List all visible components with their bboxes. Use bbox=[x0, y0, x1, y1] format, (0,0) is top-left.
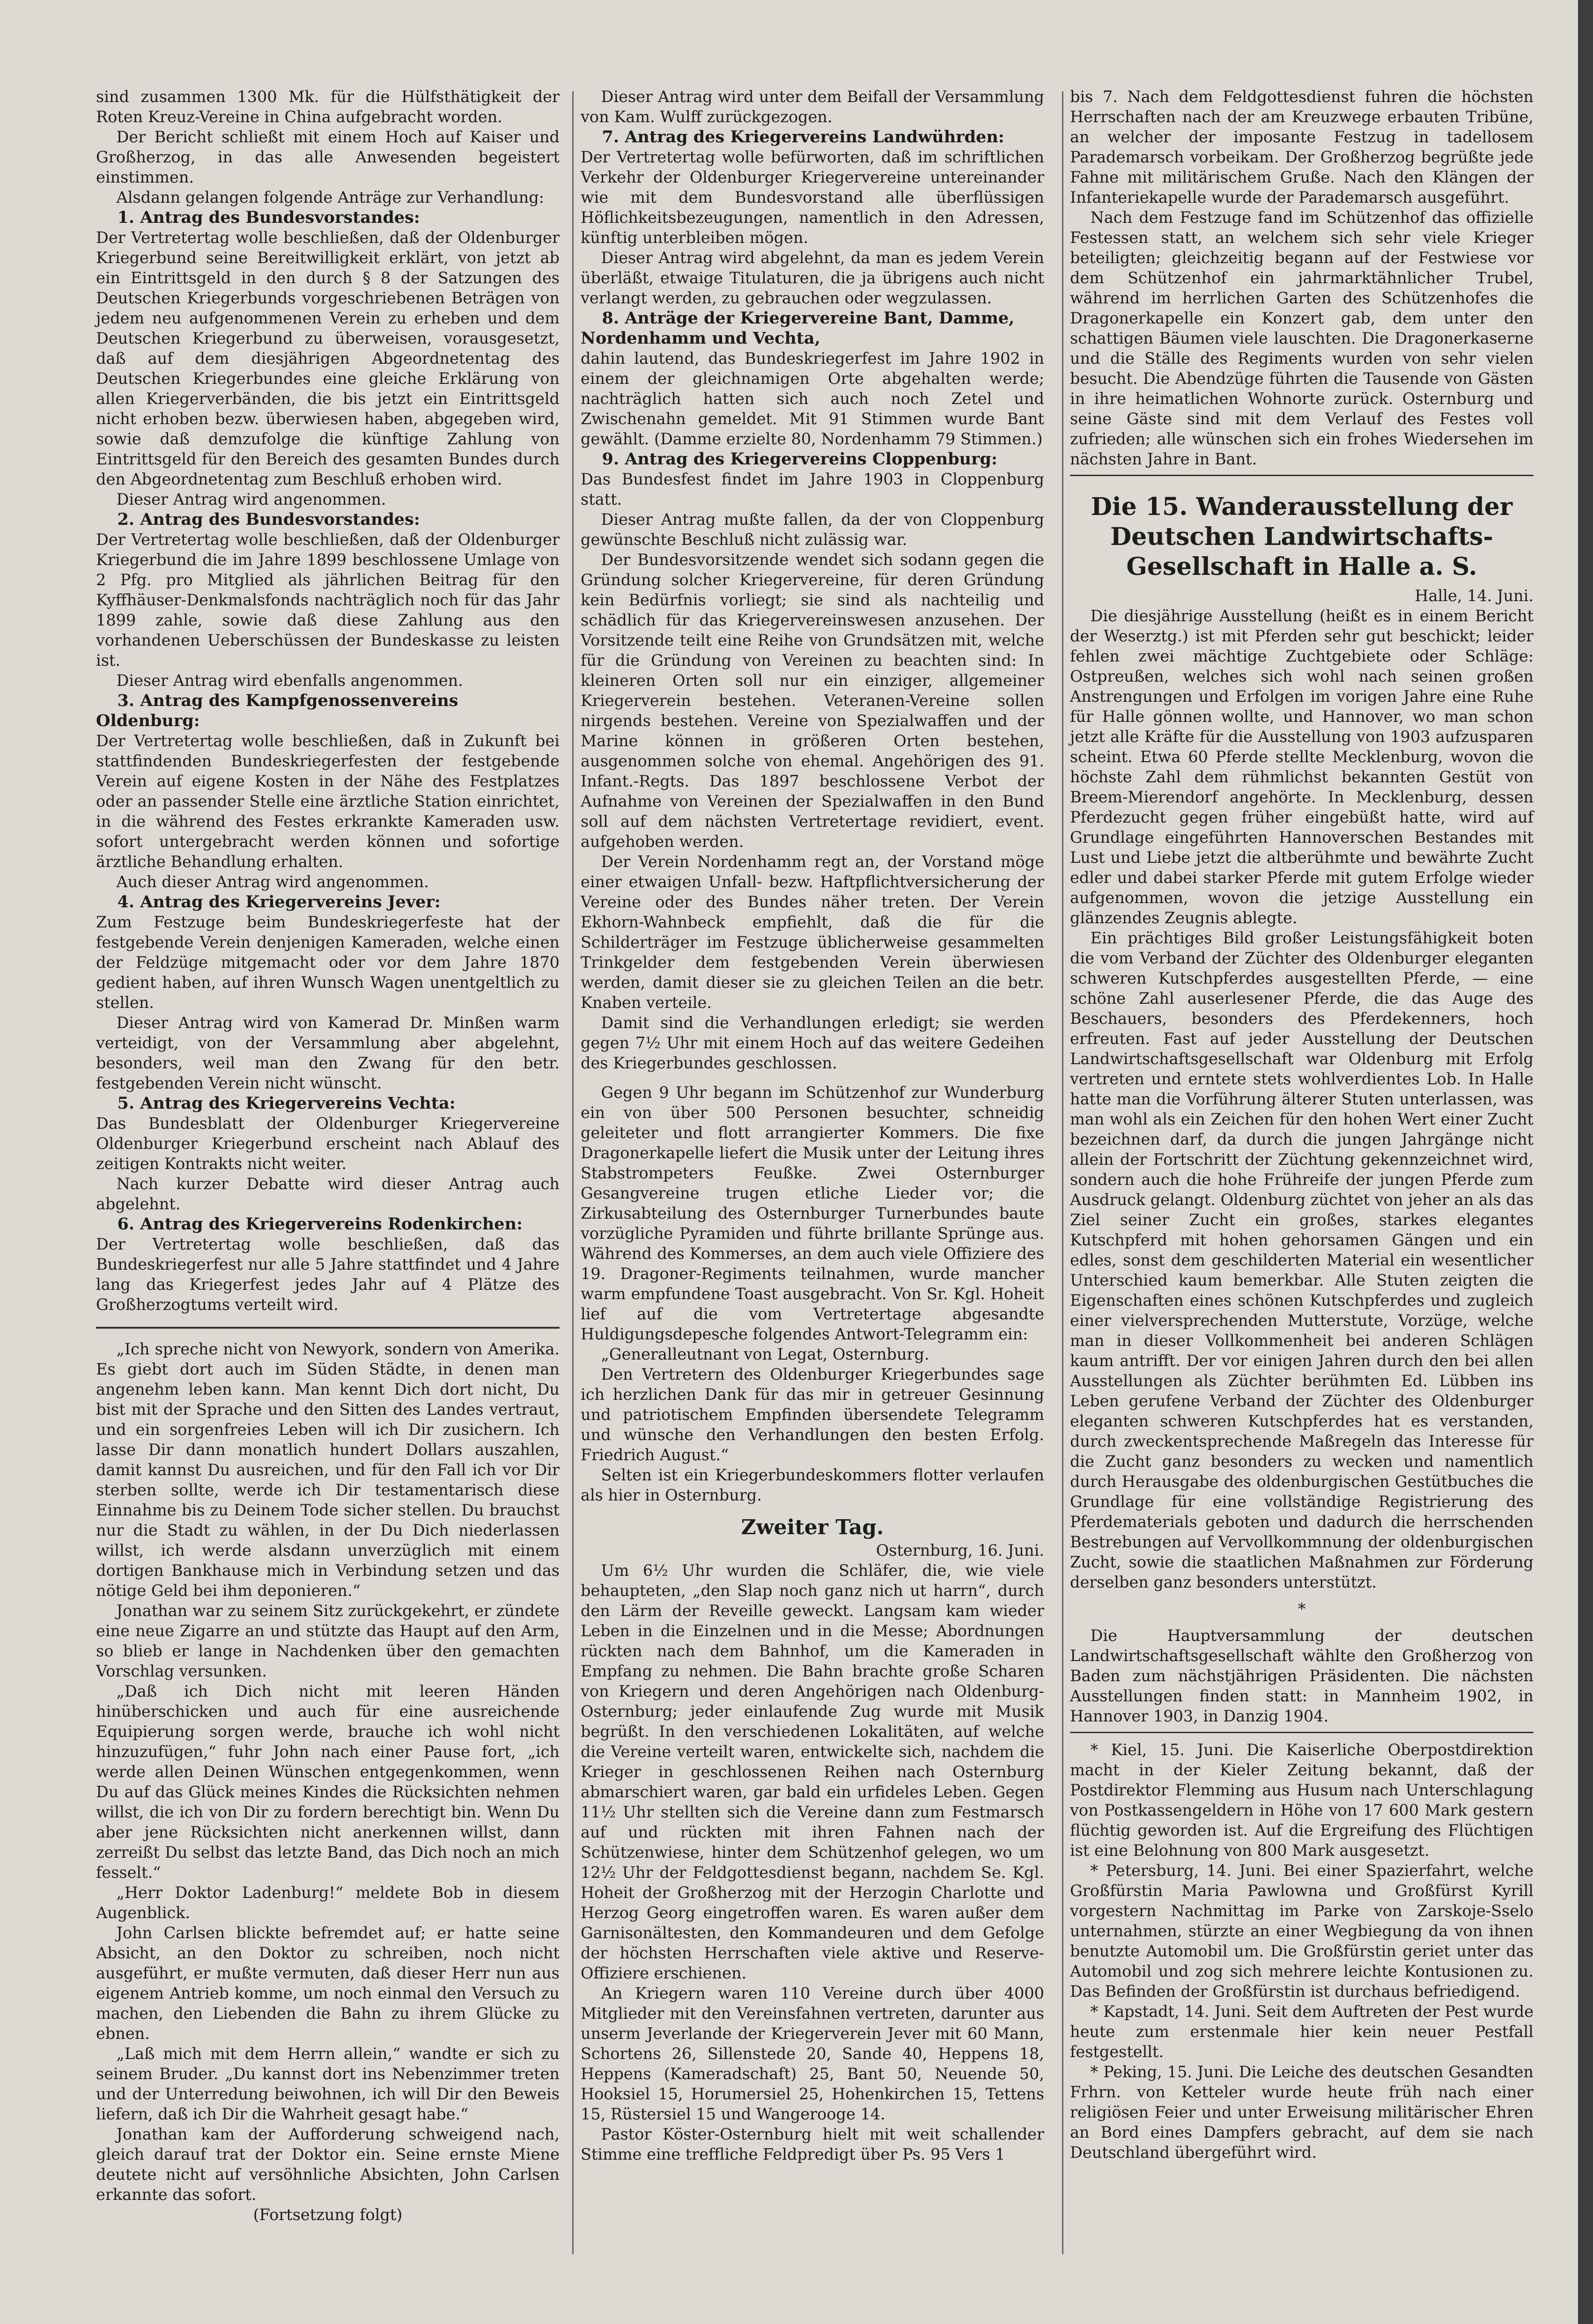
paragraph: Der Bundesvorsitzende wendet sich sodann gegen die Gründung solcher Kriegervereine, für deren Gründung kein Bedürfnis vorliegt; sie sind als nachteilig und schädlich für das Kriegervereinswesen anzusehen. Der Vorsitzende teilt eine Reihe von Grundsätzen mit, welche für die Gründung von Vereinen zu beachten sind: In kleineren Orten soll nur ein einziger, allgemeiner Kriegerverein bestehen. Veteranen-Vereine sollen nirgends bestehen. Vereine von Spezialwaffen und der Marine können in größeren Orten bestehen, ausgenommen solche von ehemal. Angehörigen des 91. Infant.-Regts. Das 1897 beschlossene Verbot der Aufnahme von Vereinen der Spezialwaffen in den Bund soll auf dem nächsten Vertretertage revidiert, event. aufgehoben werden. bbox=[581, 551, 1044, 851]
paragraph: Dieser Antrag mußte fallen, da der von Cloppenburg gewünschte Beschluß nicht zulässig war. bbox=[581, 510, 1044, 549]
paragraph: Auch dieser Antrag wird angenommen. bbox=[116, 873, 429, 891]
motion-heading: 2. Antrag des Bundesvorstandes: bbox=[117, 510, 420, 529]
separator-star: * bbox=[1298, 1600, 1306, 1618]
paragraph: bis 7. Nach dem Feldgottesdienst fuhren die höchsten Herrschaften nach der am Kreuzwege erbauten Tribüne, an welcher der imposante Festzug in tadellosem Parademarsch vorbeikam. Der Großherzog begrüßte jede Fahne mit militärischem Gruße. Nach den Klängen der Infanteriekapelle wurde der Parademarsch ausgeführt. bbox=[1070, 88, 1534, 206]
story-paragraph: Jonathan war zu seinem Sitz zurückgekehrt, er zündete eine neue Zigarre an und stützte das Haupt auf den Arm, so blieb er lange in Nachdenken über den gemachten Vorschlag versunken. bbox=[96, 1602, 560, 1680]
paragraph: Der Bericht schließt mit einem Hoch auf Kaiser und Großherzog, in das alle Anwesenden begeistert einstimmen. bbox=[96, 128, 560, 186]
paragraph: Ein prächtiges Bild großer Leistungsfähigkeit boten die vom Verband der Züchter des Oldenburger eleganten schweren Kutschpferdes ausgestellten Pferde, — eine schöne Zahl auserlesener Pferde, die das Auge des Beschauers, besonders des Pferdekenners, hoch erfreuten. Fast auf jeder Ausstellung der Deutschen Landwirtschaftsgesellschaft war Oldenburg mit Erfolg vertreten und erntete stets wohlverdientes Lob. In Halle hatte man die Vorführung älterer Stuten unterlassen, was man wohl als ein Zeichen für den hohen Wert einer Zucht bezeichnen darf, da durch die jungen Jahrgänge nicht allein der Fortschritt der Züchtung gekennzeichnet wird, sondern auch die hohe Frühreife der jungen Pferde zum Ausdruck gelangt. Oldenburg züchtet von jeher an als das Ziel seiner Zucht ein großes, starkes elegantes Kutschpferd mit hohen gehorsamen Gängen und ein edles, sonst dem geschilderten Material ein wesentlicher Unterschied kaum bemerkbar. Alle Stuten zeigten die Eigenschaften eines schönen Kutschpferdes und zugleich einer vielversprechenden Mutterstute, Vorzüge, welche man in dieser Vollkommenheit bei anderen Schlägen kaum antrifft. Der vor einigen Jahren durch den bei allen Ausstellungen als Züchter berühmten Ed. Lübben ins Leben gerufene Verband der Züchter des Oldenburger eleganten schweren Kutschpferdes hat es verstanden, durch zweckentsprechende Maßregeln das Interesse für die Zucht ganz besonders zu wecken und namentlich durch Herausgabe des oldenburgischen Gestütbuches die Grundlage für eine vollständige Registrierung des Pferdematerials geboten und dadurch die herrschenden Bestrebungen auf Vervollkommnung der oldenburgischen Zucht, sowie die staatlichen Maßnahmen zur Förderung derselben ganz besonders unterstützt. bbox=[1070, 929, 1534, 1591]
story-paragraph: John Carlsen blickte befremdet auf; er hatte seine Absicht, an den Doktor zu schreiben, noch nicht ausgeführt, er mußte vermuten, daß dieser Herr nun aus eigenem Antrieb komme, um noch einmal den Versuch zu machen, den Liebenden die Bahn zu ihrem Glücke zu ebnen. bbox=[96, 1924, 560, 2043]
story-paragraph: „Daß ich Dich nicht mit leeren Händen hinüberschicken und auch für eine ausreichende Equipierung sorgen werde, brauche ich wohl nicht hinzuzufügen,“ fuhr John nach einer Pause fort, „ich werde allen Deinen Wünschen entgegenkommen, wenn Du auf das Glück meines Kindes die Rücksichten nehmen willst, die ich von Dir zu fordern berechtigt bin. Wenn Du aber jene Rücksichten nicht anerkennen willst, dann zerreißt Du selbst das letzte Band, das Dich noch an mich fesselt.“ bbox=[96, 1682, 560, 1882]
section-divider bbox=[1070, 475, 1534, 476]
paragraph: Damit sind die Verhandlungen erledigt; sie werden gegen 7½ Uhr mit einem Hoch auf das weitere Gedeihen des Kriegerbundes geschlossen. bbox=[581, 1014, 1044, 1072]
paragraph: Um 6½ Uhr wurden die Schläfer, die, wie viele behaupteten, „den Slap noch ganz nich ut harrn“, durch den Lärm der Reveille geweckt. Langsam kam wieder Leben in die Einzelnen und in die Messe; Abordnungen rückten nach dem Bahnhof, um die Kameraden in Empfang zu nehmen. Die Bahn brachte große Scharen von Kriegern und deren Angehörigen nach Oldenburg-Osternburg; jeder einlaufende Zug wurde mit Musik begrüßt. In den verschiedenen Lokalitäten, auf welche die Vereine verteilt waren, entwickelte sich, nachdem die Krieger in geschlossenen Reihen nach Osternburg abmarschiert waren, gar bald ein urfideles Leben. Gegen 11½ Uhr stellten sich die Vereine dann zum Festmarsch auf und rückten mit ihren Fahnen nach der Schützenwiese, hinter dem Schützenhof gelegen, wo um 12½ Uhr der Feldgottesdienst begann, nachdem Se. Kgl. Hoheit der Großherzog mit der Herzogin Charlotte und Herzog Georg eingetroffen waren. Es waren außer dem Garnisonältesten, den Kommandeuren und dem Gefolge der höchsten Herrschaften viele aktive und Reserve-Offiziere erschienen. bbox=[581, 1561, 1044, 1982]
paragraph: Das Bundesfest findet im Jahre 1903 in Cloppenburg statt. bbox=[581, 470, 1044, 508]
telegram-text: Den Vertretern des Oldenburger Kriegerbundes sage ich herzlichen Dank für das mir in getreuer Gesinnung und patriotischem Empfinden übersendete Telegramm und wünsche den Verhandlungen den besten Erfolg. Friedrich August.“ bbox=[581, 1365, 1044, 1464]
paragraph: sind zusammen 1300 Mk. für die Hülfsthätigkeit der Roten Kreuz-Vereine in China aufgebracht worden. bbox=[96, 88, 560, 126]
motion-heading: 4. Antrag des Kriegervereins Jever: bbox=[117, 892, 441, 912]
paragraph: Das Bundesblatt der Oldenburger Kriegervereine Oldenburger Kriegerbund erscheint nach Ablauf des zeitigen Kontrakts nicht weiter. bbox=[96, 1114, 560, 1173]
motion-heading: 7. Antrag des Kriegervereins Landwührden: bbox=[602, 127, 1004, 147]
motion-heading: 9. Antrag des Kriegervereins Cloppenburg: bbox=[602, 449, 997, 469]
motion-heading: 5. Antrag des Kriegervereins Vechta: bbox=[117, 1094, 456, 1113]
feuilleton-divider bbox=[96, 1327, 560, 1329]
paragraph: Pastor Köster-Osternburg hielt mit weit schallender Stimme eine treffliche Feldpredigt über Ps. 95 Vers 1 bbox=[581, 2125, 1044, 2163]
paragraph: Dieser Antrag wird ebenfalls angenommen. bbox=[116, 671, 463, 690]
paragraph: Dieser Antrag wird von Kamerad Dr. Minßen warm verteidigt, von der Versammlung aber abgelehnt, besonders, weil man den Zwang für den betr. festgebenden Verein nicht wünscht. bbox=[96, 1014, 560, 1092]
paragraph: Zum Festzuge beim Bundeskriegerfeste hat der festgebende Verein denjenigen Kameraden, welche einen der Feldzüge mitgemacht oder vor dem Jahre 1870 gedient haben, auf ihren Wunsch Wagen unentgeltlich zu stellen. bbox=[96, 913, 560, 1012]
column-middle bbox=[581, 87, 1044, 2164]
paragraph: Nach dem Festzuge fand im Schützenhof das offizielle Festessen statt, an welchem sich sehr viele Krieger beteiligten; gleichzeitig begann auf der Festwiese vor dem Schützenhof ein jahrmarktähnlicher Trubel, während im herrlichen Garten des Schützenhofes die Dragonerkapelle ein Konzert gab, dem unter den schattigen Bäumen viele lauschten. Die Dragonerkaserne und die Ställe des Regiments wurden von sehr vielen besucht. Die Abendzüge führten die Tausende von Gästen in ihre heimatlichen Wohnorte zurück. Osternburg und seine Gäste sind mit dem Verlauf des Festes voll zufrieden; alle wünschen sich ein frohes Wiedersehen im nächsten Jahre in Bant. bbox=[1070, 208, 1534, 468]
paragraph: Dieser Antrag wird abgelehnt, da man es jedem Verein überläßt, etwaige Titulaturen, die ja übrigens auch nicht verlangt werden, zu gebrauchen oder wegzulassen. bbox=[581, 249, 1044, 307]
column-rule bbox=[1062, 91, 1063, 2254]
motion-heading: 6. Antrag des Kriegervereins Rodenkirchen: bbox=[117, 1214, 523, 1234]
section-divider bbox=[1070, 1732, 1534, 1733]
news-item: * Peking, 15. Juni. Die Leiche des deutschen Gesandten Frhrn. von Ketteler wurde heute früh nach einer religiösen Feier und unter Erweisung militärischer Ehren an Bord eines Dampfers gebracht, auf dem sie nach Deutschland übergeführt wird. bbox=[1070, 2063, 1534, 2162]
paragraph: Der Vertretertag wolle beschließen, daß das Bundeskriegerfest nur alle 5 Jahre stattfindet und 4 Jahre lang das Kriegerfest jedes Jahr auf 4 Plätze des Großherzogtums verteilt wird. bbox=[96, 1235, 560, 1314]
motion-heading: 1. Antrag des Bundesvorstandes: bbox=[117, 208, 420, 227]
paragraph: Dieser Antrag wird unter dem Beifall der Versammlung von Kam. Wulff zurückgezogen. bbox=[581, 88, 1044, 126]
paragraph: Der Vertretertag wolle befürworten, daß im schriftlichen Verkehr der Oldenburger Kriegervereine untereinander wie mit dem Bundesvorstand alle überflüssigen Höflichkeitsbezeugungen, namentlich in den Adressen, künftig unterbleiben mögen. bbox=[581, 148, 1044, 247]
story-paragraph: „Laß mich mit dem Herrn allein,“ wandte er sich zu seinem Bruder. „Du kannst dort ins Nebenzimmer treten und der Unterredung beiwohnen, ich will Dir den Beweis liefern, daß ich Dir die Wahrheit gesagt habe.“ bbox=[96, 2045, 560, 2123]
news-item: * Petersburg, 14. Juni. Bei einer Spazierfahrt, welche Großfürstin Maria Pawlowna und Großfürst Kyrill vorgestern Nachmittag im Parke von Zarskoje-Sselo unternahmen, stürzte an einer Wegbiegung da von ihnen benutzte Automobil um. Die Großfürstin geriet unter das Automobil und zog sich mehrere leichte Kontusionen zu. Das Befinden der Großfürstin ist durchaus befriedigend. bbox=[1070, 1861, 1534, 2000]
paragraph: Selten ist ein Kriegerbundeskommers flotter verlaufen als hier in Osternburg. bbox=[581, 1466, 1044, 1504]
news-item: * Kapstadt, 14. Juni. Seit dem Auftreten der Pest wurde heute zum erstenmale hier kein neuer Pestfall festgestellt. bbox=[1070, 2002, 1534, 2061]
paragraph: Die diesjährige Ausstellung (heißt es in einem Bericht der Weserztg.) ist mit Pferden sehr gut beschickt; leider fehlen zwei mächtige Zuchtgebiete oder Schläge: Ostpreußen, welches sich wohl nach seinen großen Anstrengungen und Erfolgen im vorigen Jahre eine Ruhe für Halle gönnen wollte, und Hannover, wo man schon jetzt alle Kräfte für die Ausstellung von 1903 aufzusparen scheint. Etwa 60 Pferde stellte Mecklenburg, wovon die höchste Zahl dem rühmlichst bekannten Gestüt von Breem-Mierendorf angehörte. In Mecklenburg, dessen Pferdezucht gegen früher eingebüßt hatte, wird auf Grundlage eingeführten Hannoverschen Bestandes mit Lust und Liebe jetzt die altberühmte und bewährte Zucht edler und dabei starker Pferde mit gutem Erfolge wieder aufgenommen, wovon die jetzige Ausstellung ein glänzendes Zeugnis ablegte. bbox=[1070, 607, 1534, 927]
paragraph: Der Vertretertag wolle beschließen, daß in Zukunft bei stattfindenden Bundeskriegerfesten der festgebende Verein auf eigene Kosten in der Nähe des Festplatzes oder an passender Stelle eine ärztliche Station einrichtet, in die während des Festes erkrankte Kameraden usw. sofort untergebracht werden können und sofortige ärztliche Behandlung erhalten. bbox=[96, 732, 560, 871]
motion-heading: 8. Anträge der Kriegervereine Bant, Damme, Nordenhamm und Vechta, bbox=[581, 309, 1015, 348]
paragraph: Der Verein Nordenhamm regt an, der Vorstand möge einer etwaigen Unfall- bezw. Haftpflichtversicherung der Vereine oder des Bundes näher treten. Der Verein Ekhorn-Wahnbeck empfiehlt, daß die für die Schilderträger im Festzuge üblicherweise gesammelten Trinkgelder dem festgebenden Verein überwiesen werden, damit dieser sie zu gleichen Teilen an die betr. Knaben verteile. bbox=[581, 853, 1044, 1012]
paragraph: Gegen 9 Uhr begann im Schützenhof zur Wunderburg ein von über 500 Personen besuchter, schneidig geleiteter und flott arrangierter Kommers. Die fixe Dragonerkapelle liefert die Musik unter der Leitung ihres Stabstrompeters Feußke. Zwei Osternburger Gesangvereine trugen etliche Lieder vor; die Zirkusabteilung des Osternburger Turnerbundes baute vorzügliche Pyramiden und führte brillante Sprünge aus. Während des Kommerses, an dem auch viele Offiziere des 19. Dragoner-Regiments teilnahmen, wurde mancher warm empfundene Toast ausgebracht. Von Sr. Kgl. Hoheit lief auf die vom Vertretertage abgesandte Huldigungsdepesche folgendes Antwort-Telegramm ein: bbox=[581, 1083, 1044, 1343]
paragraph: Die Hauptversammlung der deutschen Landwirtschaftsgesellschaft wählte den Großherzog von Baden zum nächstjährigen Präsidenten. Die nächsten Ausstellungen finden statt: in Mannheim 1902, in Hannover 1903, in Danzig 1904. bbox=[1070, 1626, 1534, 1725]
news-item: * Kiel, 15. Juni. Die Kaiserliche Oberpostdirektion macht in der Kieler Zeitung bekannt, daß der Postdirektor Flemming aus Husum nach Unterschlagung von Postkassengeldern in Höhe von 17 600 Mark gestern flüchtig geworden ist. Auf die Ergreifung des Flüchtigen ist eine Belohnung von 800 Mark ausgesetzt. bbox=[1070, 1741, 1534, 1860]
column-left bbox=[96, 87, 560, 2225]
story-paragraph: „Herr Doktor Ladenburg!“ meldete Bob in diesem Augenblick. bbox=[96, 1883, 560, 1922]
paragraph: An Kriegern waren 110 Vereine durch über 4000 Mitglieder mit den Vereinsfahnen vertreten, darunter aus unserm Jeverlande der Kriegerverein Jever mit 60 Mann, Schortens 26, Sillenstede 20, Sande 40, Heppens 18, Heppens (Kameradschaft) 25, Bant 50, Neuende 50, Hooksiel 15, Horumersiel 25, Hohenkirchen 15, Tettens 15, Rüstersiel 15 und Wangerooge 14. bbox=[581, 1984, 1044, 2123]
paragraph: dahin lautend, das Bundeskriegerfest im Jahre 1902 in einem der gleichnamigen Orte abgehalten werde; nachträglich hatten sich auch noch Zetel und Zwischenahn gemeldet. Mit 91 Stimmen wurde Bant gewählt. (Damme erzielte 80, Nordenhamm 79 Stimmen.) bbox=[581, 349, 1044, 448]
column-rule bbox=[572, 91, 574, 2254]
dateline: Halle, 14. Juni. bbox=[1415, 587, 1534, 605]
story-paragraph: „Ich spreche nicht von Newyork, sondern von Amerika. Es giebt dort auch im Süden Städte, in denen man angenehm leben kann. Man kennt Dich dort nicht, Du bist mit der Sprache und den Sitten des Landes vertraut, und ein sorgenfreies Leben will ich Dir zusichern. Ich lasse Dir dann monatlich hundert Dollars auszahlen, damit kannst Du ausreichen, und für den Fall ich vor Dir sterben sollte, werde ich Dir testamentarisch diese Einnahme bis zu Deinem Tode sicher stellen. Du brauchst nur die Stadt zu wählen, in der Du Dich niederlassen willst, ich werde alsdann unverzüglich mit einem dortigen Bankhause mich in Verbindung setzen und das nötige Geld bei ihm deponieren.“ bbox=[96, 1340, 560, 1600]
paragraph: Alsdann gelangen folgende Anträge zur Verhandlung: bbox=[116, 188, 545, 206]
page-edge bbox=[1578, 0, 1593, 2324]
paragraph: Der Vertretertag wolle beschließen, daß der Oldenburger Kriegerbund die im Jahre 1899 beschlossene Umlage von 2 Pfg. pro Mitglied als jährlichen Beitrag für den Kyffhäuser-Denkmalsfonds nachträglich noch für das Jahr 1899 zahle, sowie daß diese Zahlung aus den vorhandenen Ueberschüssen der Bundeskasse zu leisten ist. bbox=[96, 530, 560, 669]
to-be-continued: (Fortsetzung folgt) bbox=[253, 2206, 403, 2224]
paragraph: Der Vertretertag wolle beschließen, daß der Oldenburger Kriegerbund seine Bereitwilligkeit erklärt, von jetzt ab ein Eintrittsgeld in den durch § 8 der Satzungen des Deutschen Kriegerbunds vorgeschriebenen Beträgen von jedem neu aufgenommenen Verein zu erheben und dem Deutschen Kriegerbund zu überweisen, vorausgesetzt, daß auf dem diesjährigen Abgeordnetentag des Deutschen Kriegerbundes eine gleiche Erklärung von allen Kriegerverbänden, die bis jetzt ein Eintrittsgeld nicht erhoben bezw. überwiesen haben, abgegeben wird, sowie daß demzufolge die künftige Zahlung von Eintrittsgeld für den Bereich des gesamten Bundes durch den Abgeordnetentag zum Beschluß erhoben wird. bbox=[96, 228, 560, 488]
telegram-address: „Generalleutnant von Legat, Osternburg. bbox=[601, 1345, 929, 1363]
article-title: Die 15. Wanderausstellung der Deutschen Landwirtschafts-Gesellschaft in Halle a. S. bbox=[1091, 493, 1513, 581]
motion-heading: 3. Antrag des Kampfgenossenvereins Oldenburg: bbox=[96, 691, 458, 730]
dateline: Osternburg, 16. Juni. bbox=[876, 1541, 1044, 1559]
column-right bbox=[1070, 87, 1534, 2162]
section-title: Zweiter Tag. bbox=[741, 1515, 884, 1539]
paragraph: Dieser Antrag wird angenommen. bbox=[116, 490, 386, 508]
paragraph: Nach kurzer Debatte wird dieser Antrag auch abgelehnt. bbox=[96, 1175, 560, 1213]
story-paragraph: Jonathan kam der Aufforderung schweigend nach, gleich darauf trat der Doktor ein. Seine ernste Miene deutete nicht auf versöhnliche Absichten, John Carlsen erkannte das sofort. bbox=[96, 2125, 560, 2204]
